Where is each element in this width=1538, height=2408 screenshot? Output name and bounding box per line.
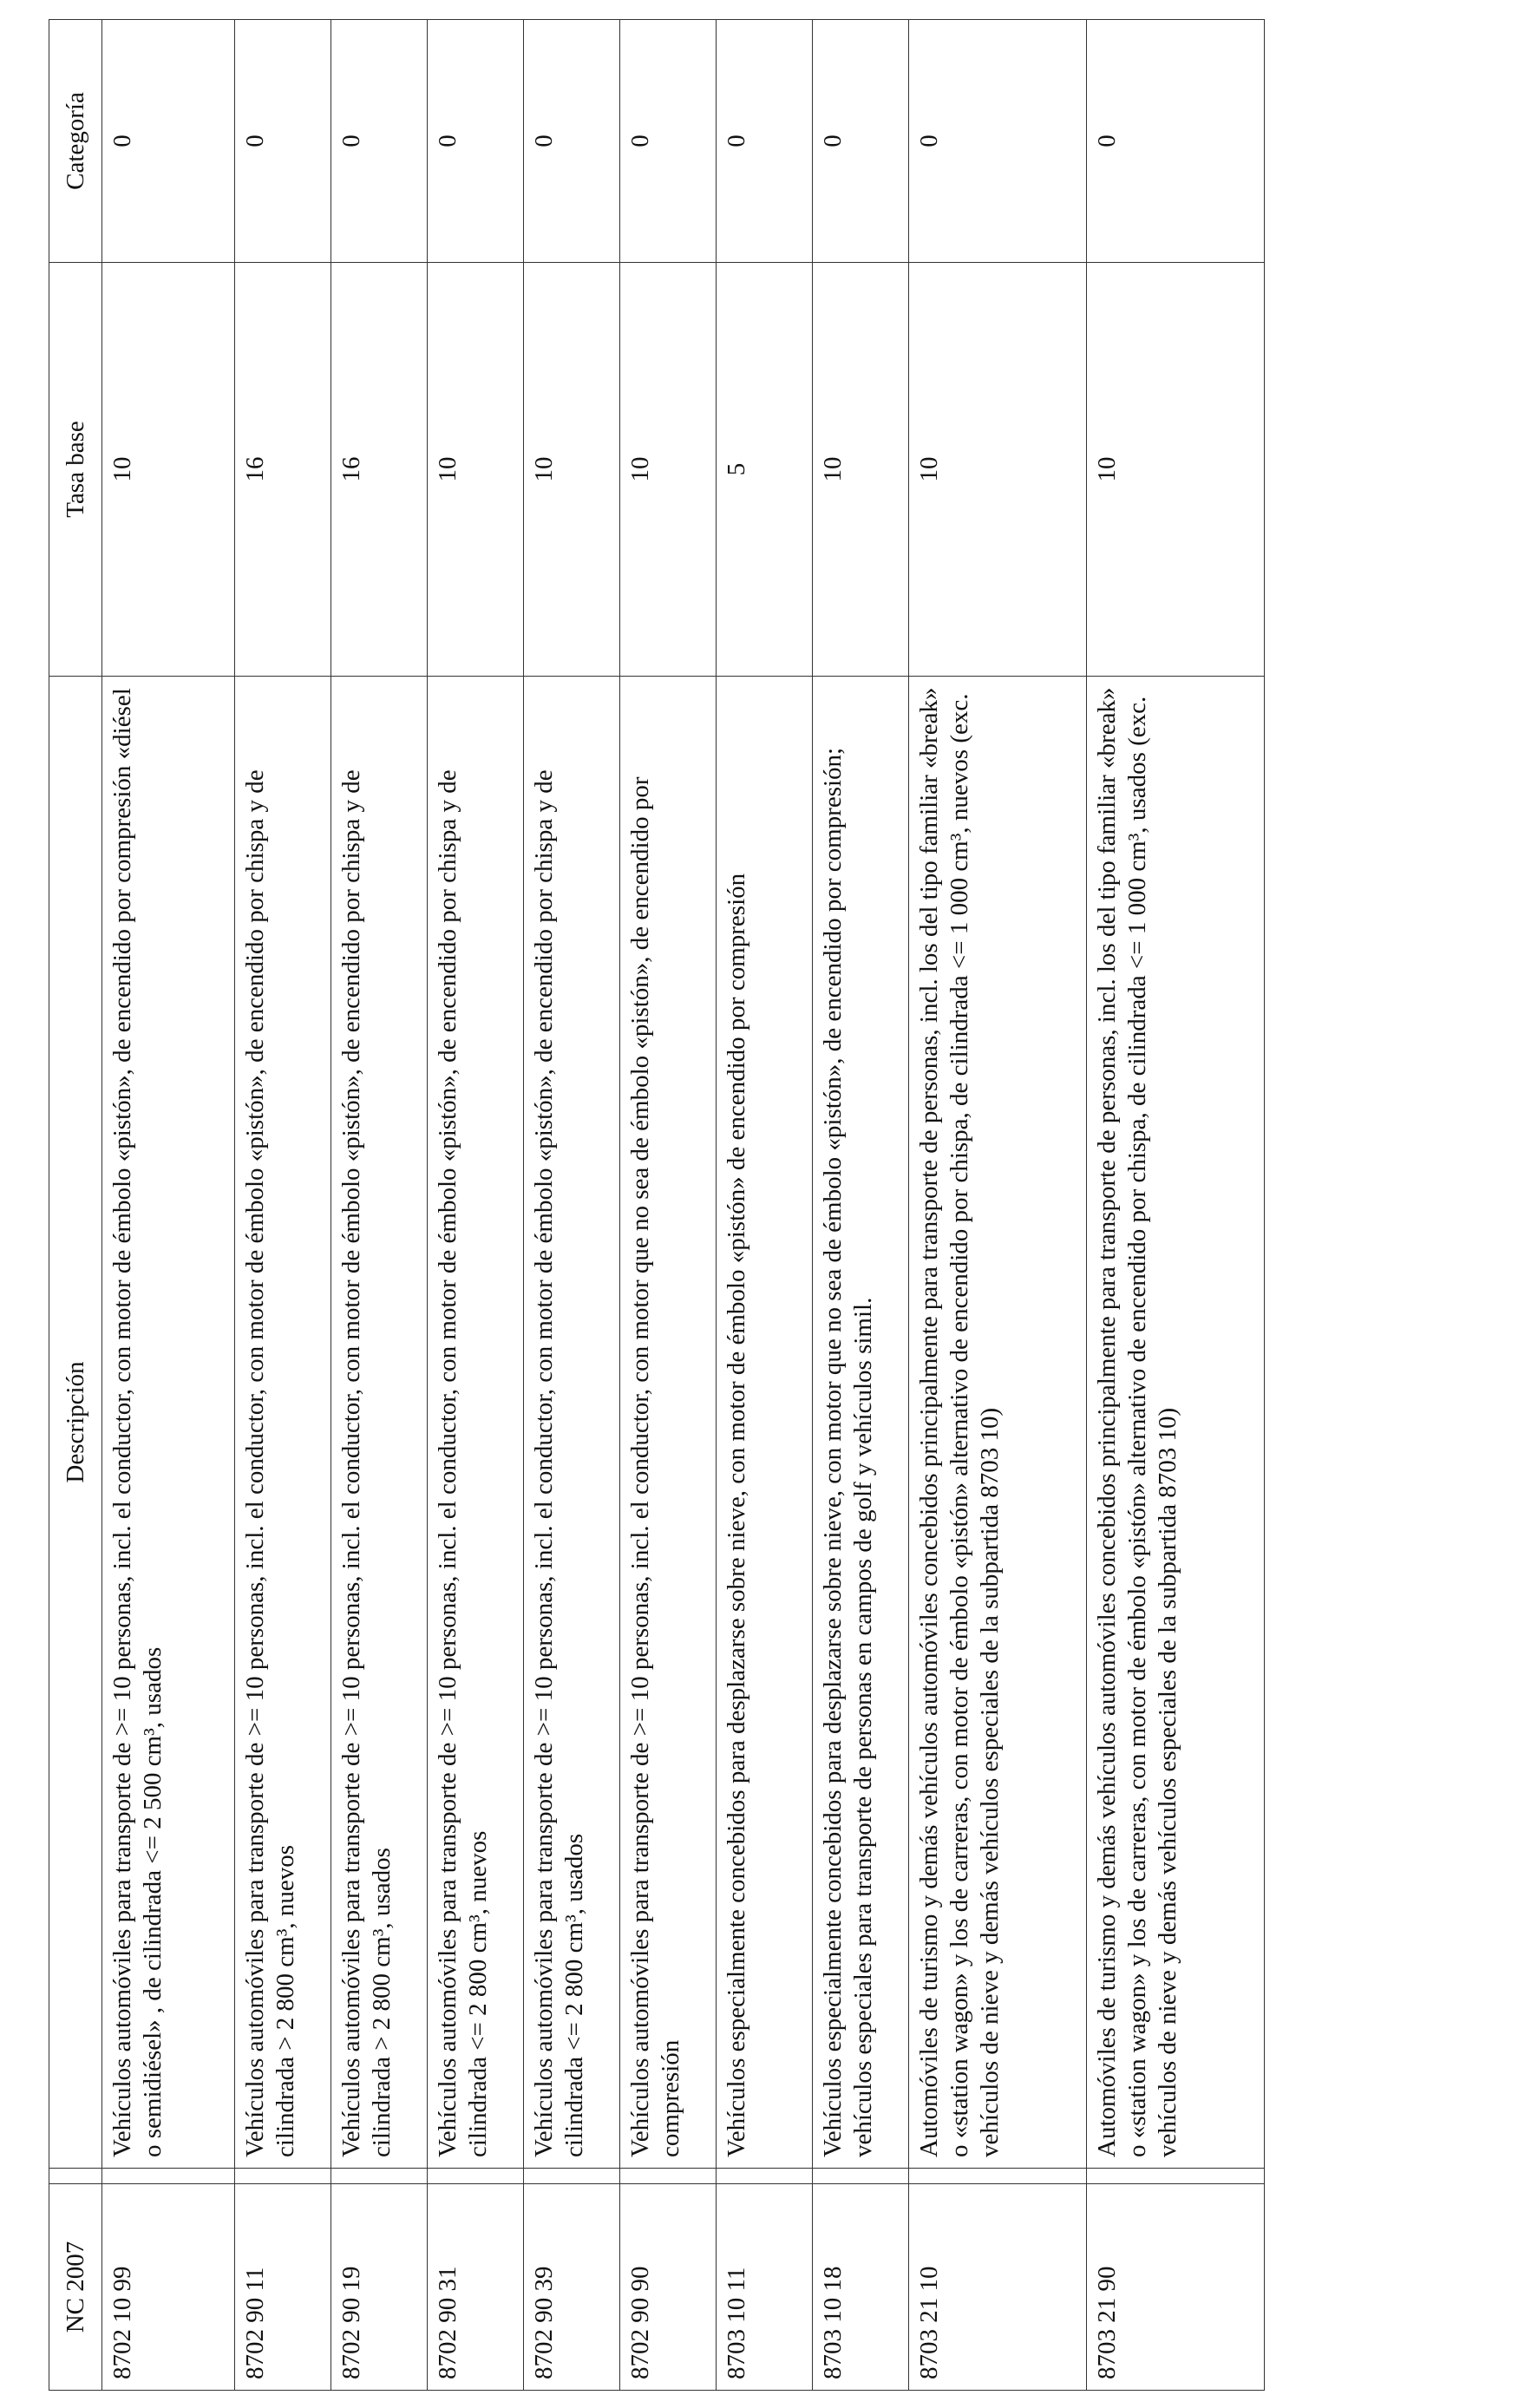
- cell-description: Vehículos automóviles para transporte de >= 10 personas, incl. el conductor, con motor de émbolo «pistón», de encendido por chispa y de cilindrada > 2 800 cm³, nuevos: [235, 677, 331, 2169]
- cell-category: 0: [235, 20, 331, 263]
- rotated-table-container: [49, 20, 1215, 2391]
- cell-spacer: [909, 2169, 1087, 2184]
- header-spacer: [49, 2169, 102, 2184]
- cell-description: Vehículos automóviles para transporte de >= 10 personas, incl. el conductor, con motor de émbolo «pistón», de encendido por chispa y de cilindrada > 2 800 cm³, usados: [331, 677, 428, 2169]
- cell-base-rate: 10: [428, 263, 524, 677]
- header-category: Categoría: [49, 20, 102, 263]
- cell-spacer: [717, 2169, 813, 2184]
- cell-description: Vehículos automóviles para transporte de >= 10 personas, incl. el conductor, con motor de émbolo «pistón», de encendido por chispa y de cilindrada <= 2 800 cm³, usados: [524, 677, 620, 2169]
- cell-spacer: [1087, 2169, 1265, 2184]
- cell-base-rate: 10: [909, 263, 1087, 677]
- cell-base-rate: 10: [620, 263, 717, 677]
- cell-spacer: [524, 2169, 620, 2184]
- tariff-table: [49, 19, 1265, 2391]
- cell-base-rate: 10: [102, 263, 235, 677]
- cell-base-rate: 10: [1087, 263, 1265, 677]
- cell-base-rate: 16: [235, 263, 331, 677]
- cell-code: 8703 21 90: [1087, 2184, 1265, 2391]
- cell-description: Vehículos automóviles para transporte de >= 10 personas, incl. el conductor, con motor que no sea de émbolo «pistón», de encendido por compresión: [620, 677, 717, 2169]
- cell-category: 0: [620, 20, 717, 263]
- cell-spacer: [102, 2169, 235, 2184]
- cell-category: 0: [717, 20, 813, 263]
- cell-spacer: [428, 2169, 524, 2184]
- cell-category: 0: [428, 20, 524, 263]
- cell-category: 0: [909, 20, 1087, 263]
- cell-base-rate: 10: [813, 263, 909, 677]
- cell-description: Vehículos automóviles para transporte de >= 10 personas, incl. el conductor, con motor de émbolo «pistón», de encendido por chispa y de cilindrada <= 2 800 cm³, nuevos: [428, 677, 524, 2169]
- cell-base-rate: 5: [717, 263, 813, 677]
- cell-code: 8703 21 10: [909, 2184, 1087, 2391]
- table-row: [331, 20, 428, 2391]
- cell-spacer: [235, 2169, 331, 2184]
- cell-code: 8702 90 39: [524, 2184, 620, 2391]
- cell-category: 0: [1087, 20, 1265, 263]
- cell-description: Automóviles de turismo y demás vehículos automóviles concebidos principalmente para transporte de personas, incl. los del tipo familiar «break» o «station wagon» y los de carreras, con motor de émbolo «pistón» alternativo de encendido por chispa, de cilindrada <= 1 000 cm³, nuevos (exc. vehículos de nieve y demás vehículos especiales de la subpartida 8703 10): [909, 677, 1087, 2169]
- header-code: NC 2007: [49, 2184, 102, 2391]
- table-row: [909, 20, 1087, 2391]
- cell-description: Vehículos automóviles para transporte de >= 10 personas, incl. el conductor, con motor de émbolo «pistón», de encendido por compresión «diésel o semidiésel» , de cilindrada <= 2 500 cm³, usados: [102, 677, 235, 2169]
- cell-description: Automóviles de turismo y demás vehículos automóviles concebidos principalmente para transporte de personas, incl. los del tipo familiar «break» o «station wagon» y los de carreras, con motor de émbolo «pistón» alternativo de encendido por chispa, de cilindrada <= 1 000 cm³, usados (exc. vehículos de nieve y demás vehículos especiales de la subpartida 8703 10): [1087, 677, 1265, 2169]
- cell-code: 8702 90 19: [331, 2184, 428, 2391]
- cell-category: 0: [524, 20, 620, 263]
- cell-code: 8703 10 11: [717, 2184, 813, 2391]
- cell-description: Vehículos especialmente concebidos para desplazarse sobre nieve, con motor que no sea de émbolo «pistón», de encendido por compresión; vehículos especiales para transporte de personas en campos de golf y vehículos simil.: [813, 677, 909, 2169]
- cell-spacer: [331, 2169, 428, 2184]
- cell-description: Vehículos especialmente concebidos para desplazarse sobre nieve, con motor de émbolo «pistón» de encendido por compresión: [717, 677, 813, 2169]
- table-row: [717, 20, 813, 2391]
- cell-category: 0: [813, 20, 909, 263]
- header-row: [49, 20, 102, 2391]
- cell-base-rate: 16: [331, 263, 428, 677]
- table-row: [102, 20, 235, 2391]
- header-description: Descripción: [49, 677, 102, 2169]
- table-row: [813, 20, 909, 2391]
- cell-base-rate: 10: [524, 263, 620, 677]
- cell-spacer: [620, 2169, 717, 2184]
- cell-code: 8702 10 99: [102, 2184, 235, 2391]
- cell-code: 8703 10 18: [813, 2184, 909, 2391]
- table-row: [1087, 20, 1265, 2391]
- table-row: [428, 20, 524, 2391]
- header-base-rate: Tasa base: [49, 263, 102, 677]
- table-row: [524, 20, 620, 2391]
- table-row: [235, 20, 331, 2391]
- cell-code: 8702 90 90: [620, 2184, 717, 2391]
- table-row: [620, 20, 717, 2391]
- cell-category: 0: [331, 20, 428, 263]
- cell-code: 8702 90 31: [428, 2184, 524, 2391]
- cell-category: 0: [102, 20, 235, 263]
- cell-code: 8702 90 11: [235, 2184, 331, 2391]
- cell-spacer: [813, 2169, 909, 2184]
